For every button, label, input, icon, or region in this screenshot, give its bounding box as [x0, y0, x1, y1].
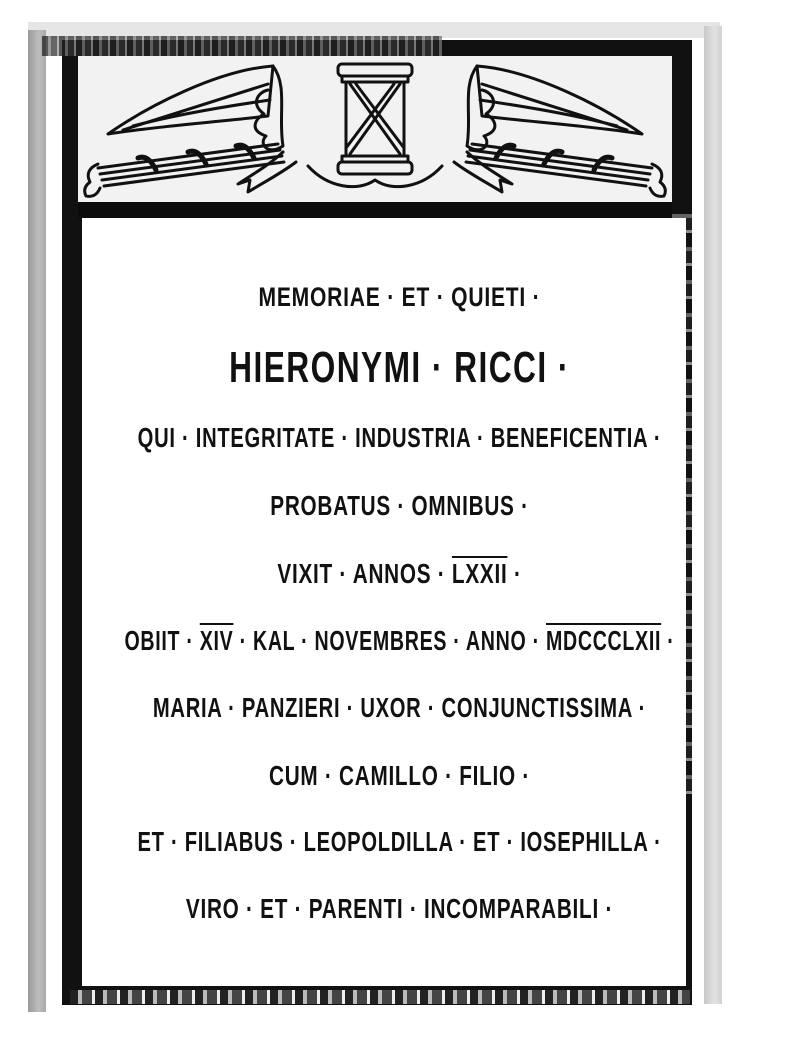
line-6-middle: · KAL · NOVEMBRES · ANNO · — [233, 625, 546, 656]
age-numeral: LXXII — [451, 558, 508, 589]
frame-weathering-bottom — [70, 990, 690, 1004]
inscription-line-10: VIRO · ET · PARENTI · INCOMPARABILI · — [185, 893, 614, 924]
inscription-line-8: CUM · CAMILLO · FILIO · — [268, 760, 531, 791]
inscription-line-4: PROBATUS · OMNIBUS · — [270, 490, 529, 521]
frame-weathering-top — [42, 36, 442, 56]
day-numeral: $\overline{XIV}$ — [199, 625, 234, 656]
line-6-prefix: OBIIT · — [124, 625, 200, 656]
inscription-line-3: QUI · INTEGRITATE · INDUSTRIA · BENEFICENTIA · — [137, 422, 662, 453]
line-5-prefix: VIXIT · ANNOS · — [277, 558, 452, 589]
winged-hourglass-icon — [78, 56, 672, 202]
inscription-line-7: MARIA · PANZIERI · UXOR · CONJUNCTISSIMA · — [152, 692, 647, 723]
wall-right-strip — [704, 26, 722, 1004]
inscription-panel — [82, 218, 686, 986]
line-5-suffix: · — [507, 558, 522, 589]
line-6-suffix: · — [661, 625, 675, 656]
wall-left-strip — [28, 30, 46, 1012]
inscription-line-2-name: HIERONYMI · RICCI · — [229, 343, 570, 392]
inscription-line-9: ET · FILIABUS · LEOPOLDILLA · ET · IOSEPHILLA · — [137, 826, 662, 857]
inscription-line-1: MEMORIAE · ET · QUIETI · — [258, 282, 541, 312]
inscription-line-5 — [104, 558, 695, 590]
inscription-line-6 — [120, 625, 679, 657]
year-numeral: MDCCCLXII — [545, 625, 662, 656]
emblem-divider-bar — [78, 202, 672, 218]
